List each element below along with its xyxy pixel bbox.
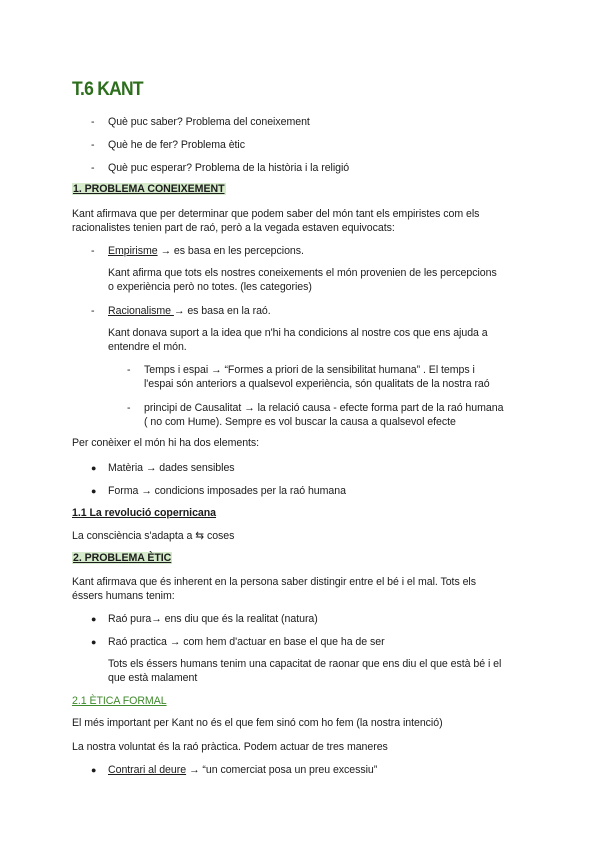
- paragraph-line: Kant afirma que tots els nostres coneixements el món provenien de les percepcions: [108, 267, 497, 279]
- dash-bullet: -: [127, 402, 131, 414]
- intro-item: Què he de fer? Problema ètic: [108, 139, 245, 151]
- subsection-heading: 1.1 La revolució copernicana: [72, 507, 217, 519]
- intro-item: Què puc esperar? Problema de la història i la religió: [108, 162, 350, 174]
- bullet-dot: ●: [91, 486, 97, 496]
- term-empirisme: Empirisme: [108, 245, 158, 257]
- paragraph-line: racionalistes tenien part de raó, però a la vegada estaven equivocats:: [72, 222, 395, 234]
- paragraph-line: Tots els éssers humans tenim una capacitat de raonar que ens diu el que està bé i el: [108, 658, 502, 670]
- term-contrari-al-deure: Contrari al deure: [108, 764, 187, 776]
- dash-bullet: -: [91, 162, 95, 174]
- paragraph-line: Kant afirmava que és inherent en la persona saber distingir entre el bé i el mal. Tots els: [72, 576, 476, 588]
- sub-item-line: Temps i espai → “Formes a priori de la sensibilitat humana” . El temps i: [144, 364, 475, 376]
- dash-bullet: -: [127, 364, 131, 376]
- list-item-contrari: [108, 763, 377, 777]
- list-item: Raó pura→ ens diu que és la realitat (natura): [108, 613, 318, 625]
- term-description: → “un comerciat posa un preu excessiu”: [186, 764, 378, 776]
- intro-item: Què puc saber? Problema del coneixement: [108, 116, 310, 128]
- list-item: Forma → condicions imposades per la raó humana: [108, 485, 346, 497]
- section-heading: 1. PROBLEMA CONEIXEMENT: [73, 183, 225, 195]
- section-heading: 2. PROBLEMA ÈTIC: [73, 552, 172, 564]
- paragraph-line: éssers humans tenim:: [72, 590, 175, 602]
- sub-item-line: principi de Causalitat → la relació causa - efecte forma part de la raó humana: [144, 402, 504, 414]
- paragraph-line: Kant afirmava que per determinar que podem saber del món tant els empiristes com els: [72, 208, 480, 220]
- paragraph-line: o experiència però no totes. (les categories): [108, 281, 312, 293]
- dash-bullet: -: [91, 305, 95, 317]
- bullet-dot: ●: [91, 463, 97, 473]
- dash-bullet: -: [91, 139, 95, 151]
- sub-item-line: l'espai són anteriors a qualsevol experiència, són qualitats de la nostra raó: [144, 378, 490, 390]
- page-title: T.6 KANT: [72, 79, 143, 100]
- term-description: → es basa en les percepcions.: [157, 245, 304, 257]
- paragraph-line: Per conèixer el món hi ha dos elements:: [72, 437, 260, 449]
- list-item: Raó practica → com hem d'actuar en base el que ha de ser: [108, 636, 385, 648]
- term-description: → es basa en la raó.: [173, 305, 271, 317]
- paragraph-line: entendre el món.: [108, 341, 187, 353]
- list-item: Matèria → dades sensibles: [108, 462, 235, 474]
- bullet-dot: ●: [91, 614, 97, 624]
- paragraph-line: La nostra voluntat és la raó pràctica. Podem actuar de tres maneres: [72, 741, 388, 753]
- dash-bullet: -: [91, 116, 95, 128]
- term-racionalisme: Racionalisme: [108, 305, 174, 317]
- dash-bullet: -: [91, 245, 95, 257]
- list-item-empirisme: [108, 244, 304, 258]
- paragraph-line: El més important per Kant no és el que fem sinó com ho fem (la nostra intenció): [72, 717, 443, 729]
- bullet-dot: ●: [91, 637, 97, 647]
- paragraph-line: La consciència s'adapta a ⇆ coses: [72, 530, 235, 542]
- paragraph-line: Kant donava suport a la idea que n'hi ha condicions al nostre cos que ens ajuda a: [108, 327, 488, 339]
- subsection-heading: 2.1 ÈTICA FORMAL: [72, 695, 167, 707]
- list-item-racionalisme: [108, 304, 271, 318]
- paragraph-line: que està malament: [108, 672, 198, 684]
- sub-item-line: ( no com Hume). Sempre es vol buscar la causa a qualsevol efecte: [144, 416, 456, 428]
- bullet-dot: ●: [91, 765, 97, 775]
